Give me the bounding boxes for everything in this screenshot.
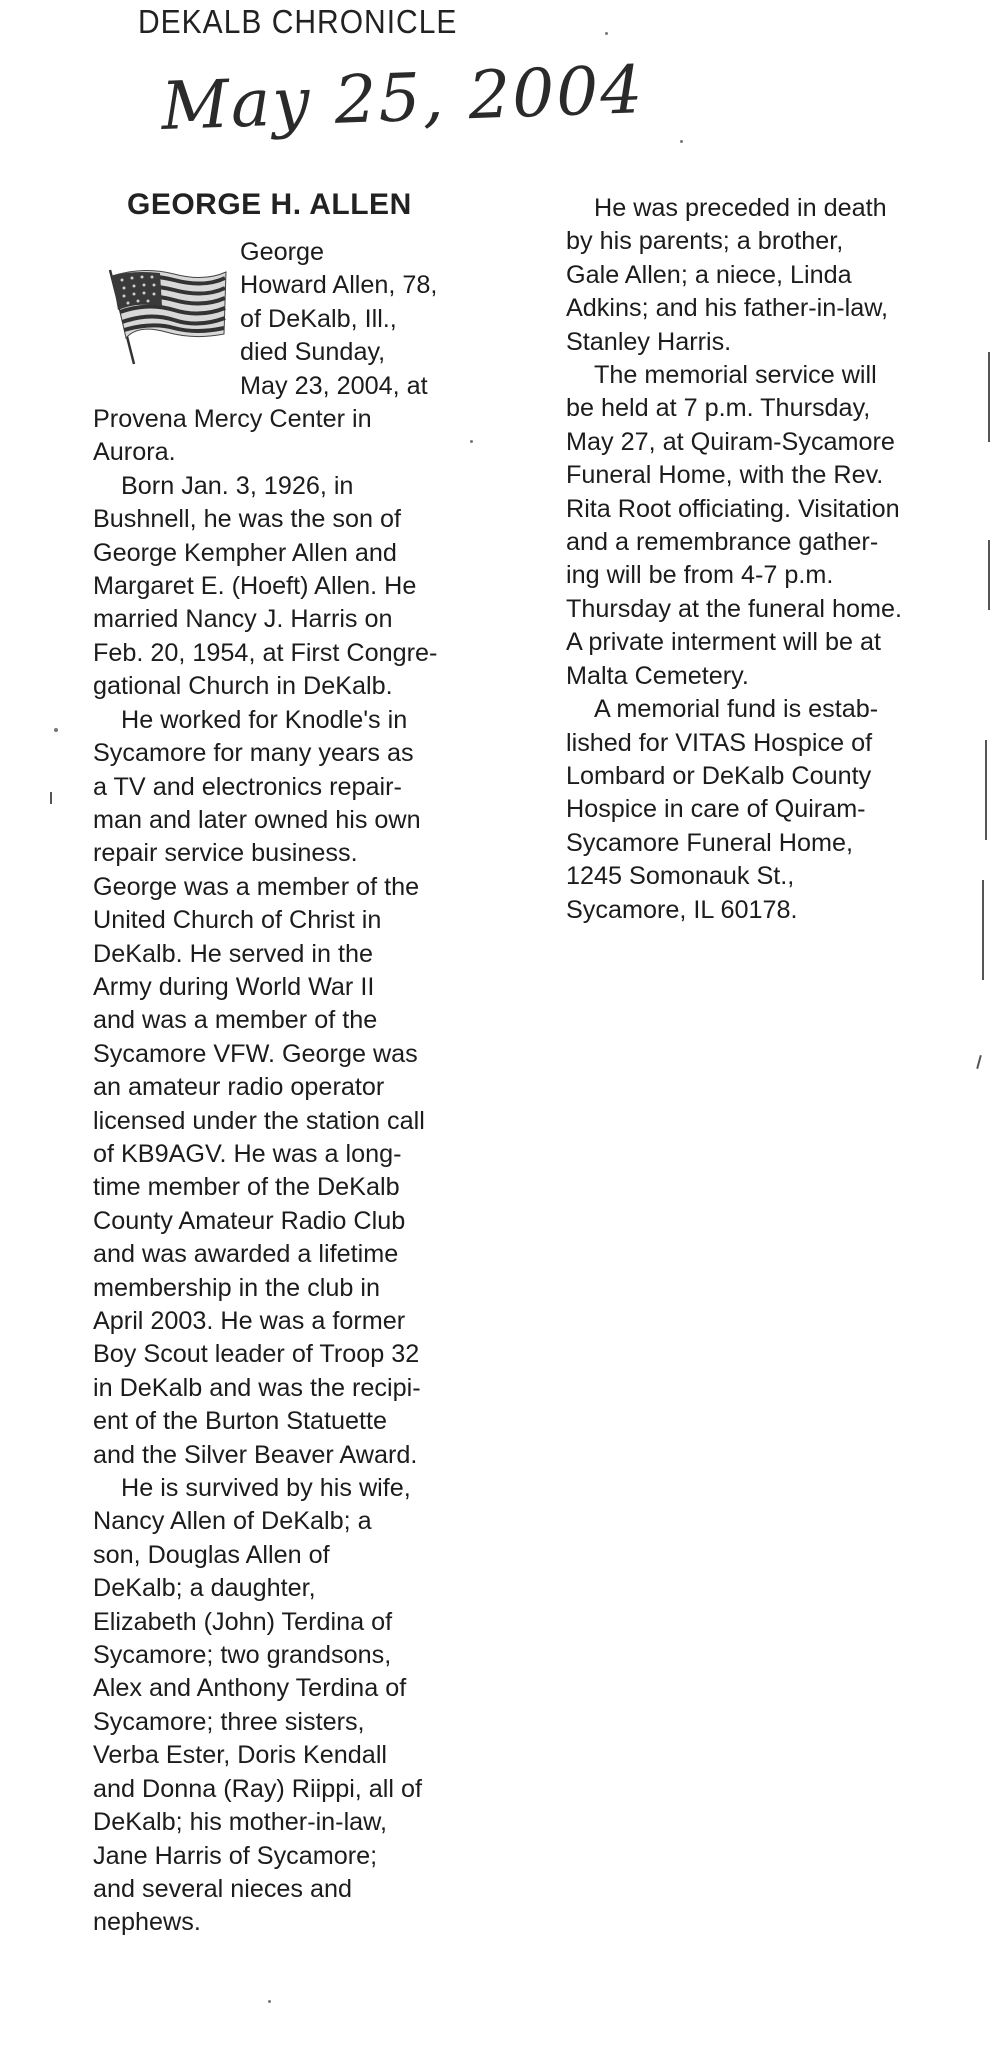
text-line: repair service business.: [93, 839, 358, 868]
text-line: of KB9AGV. He was a long-: [93, 1139, 402, 1168]
text-line: Provena Mercy Center in: [93, 405, 372, 434]
text-line: A private interment will be at: [566, 628, 881, 657]
text-line: lished for VITAS Hospice of: [566, 728, 873, 757]
text-line: Hospice in care of Quiram-: [566, 795, 866, 824]
scan-speck: [680, 140, 683, 143]
text-line: Stanley Harris.: [566, 327, 732, 356]
margin-mark: [976, 1055, 982, 1069]
text-line: DeKalb. He served in the: [93, 939, 374, 968]
text-line: Rita Root officiating. Visitation: [566, 494, 900, 523]
text-line: Adkins; and his father-in-law,: [566, 294, 889, 323]
text-line: licensed under the station call: [93, 1106, 425, 1135]
text-line: Army during World War II: [93, 972, 375, 1001]
text-line: and the Silver Beaver Award.: [93, 1440, 418, 1469]
text-line: membership in the club in: [93, 1273, 380, 1302]
margin-mark: [982, 880, 984, 980]
text-line: Malta Cemetery.: [566, 661, 749, 690]
margin-mark: [988, 540, 990, 610]
scan-speck: [54, 728, 58, 732]
margin-mark: [50, 792, 52, 804]
text-line: May 23, 2004, at: [240, 371, 428, 400]
text-line: DeKalb; a daughter,: [93, 1574, 316, 1603]
text-line: and was awarded a lifetime: [93, 1240, 399, 1269]
handwritten-date: May 25, 2004: [160, 51, 646, 145]
text-line: and was a member of the: [93, 1006, 378, 1035]
text-line: Feb. 20, 1954, at First Congre-: [93, 638, 438, 667]
margin-mark: [988, 352, 990, 442]
text-line: man and later owned his own: [93, 805, 421, 834]
text-line: and Donna (Ray) Riippi, all of: [93, 1774, 422, 1803]
text-line: by his parents; a brother,: [566, 227, 844, 256]
text-line: Thursday at the funeral home.: [566, 594, 903, 623]
text-line: gational Church in DeKalb.: [93, 672, 393, 701]
text-line: Howard Allen, 78,: [240, 271, 438, 300]
text-line: Sycamore, IL 60178.: [566, 895, 798, 924]
text-line: Jane Harris of Sycamore;: [93, 1841, 378, 1870]
text-line: in DeKalb and was the recipi-: [93, 1373, 421, 1402]
text-line: Sycamore; three sisters,: [93, 1707, 365, 1736]
margin-mark: [985, 740, 987, 840]
text-line: United Church of Christ in: [93, 906, 382, 935]
obituary-headline: GEORGE H. ALLEN: [127, 188, 412, 221]
text-line: an amateur radio operator: [93, 1073, 385, 1102]
text-line: be held at 7 p.m. Thursday,: [566, 394, 871, 423]
text-line: May 27, at Quiram-Sycamore: [566, 427, 895, 456]
text-line: and a remembrance gather-: [566, 528, 879, 557]
text-line: ent of the Burton Statuette: [93, 1407, 388, 1436]
text-line: Nancy Allen of DeKalb; a: [93, 1507, 372, 1536]
text-line: died Sunday,: [240, 338, 386, 367]
left-column: [93, 236, 437, 1940]
text-line: DeKalb; his mother-in-law,: [93, 1808, 387, 1837]
text-line: He was preceded in death: [594, 194, 887, 222]
text-line: April 2003. He was a former: [93, 1307, 406, 1335]
text-line: Bushnell, he was the son of: [93, 505, 402, 534]
text-line: time member of the DeKalb: [93, 1173, 400, 1202]
text-line: Sycamore; two grandsons,: [93, 1641, 392, 1670]
text-line: He worked for Knodle's in: [121, 705, 408, 734]
text-line: Funeral Home, with the Rev.: [566, 461, 884, 490]
text-line: a TV and electronics repair-: [93, 772, 402, 801]
text-line: and several nieces and: [93, 1874, 353, 1903]
text-line: of DeKalb, Ill.,: [240, 304, 397, 333]
text-line: married Nancy J. Harris on: [93, 605, 393, 634]
text-line: Margaret E. (Hoeft) Allen. He: [93, 572, 417, 601]
text-line: Alex and Anthony Terdina of: [93, 1674, 407, 1703]
text-line: son, Douglas Allen of: [93, 1540, 330, 1569]
text-line: 1245 Somonauk St.,: [566, 862, 795, 891]
right-column: [566, 192, 902, 927]
text-line: George was a member of the: [93, 872, 420, 901]
text-line: Boy Scout leader of Troop 32: [93, 1340, 420, 1369]
text-line: Verba Ester, Doris Kendall: [93, 1741, 388, 1770]
text-line: Sycamore for many years as: [93, 739, 414, 768]
text-line: George Kempher Allen and: [93, 538, 397, 567]
text-line: Gale Allen; a niece, Linda: [566, 260, 852, 289]
scan-speck: [268, 2000, 271, 2003]
text-line: Lombard or DeKalb County: [566, 761, 872, 790]
text-line: Sycamore VFW. George was: [93, 1039, 418, 1068]
text-line: Born Jan. 3, 1926, in: [121, 471, 354, 500]
text-line: Aurora.: [93, 438, 176, 467]
text-line: Sycamore Funeral Home,: [566, 828, 853, 857]
text-line: County Amateur Radio Club: [93, 1206, 406, 1235]
text-line: The memorial service will: [594, 361, 877, 390]
text-line: George: [240, 238, 325, 266]
scan-speck: [605, 32, 608, 35]
text-line: nephews.: [93, 1908, 201, 1937]
masthead: DEKALB CHRONICLE: [138, 4, 458, 41]
text-line: A memorial fund is estab-: [594, 695, 879, 724]
text-line: Elizabeth (John) Terdina of: [93, 1607, 393, 1636]
text-line: ing will be from 4-7 p.m.: [566, 561, 834, 590]
scan-speck: [470, 440, 473, 443]
text-line: He is survived by his wife,: [121, 1474, 411, 1503]
